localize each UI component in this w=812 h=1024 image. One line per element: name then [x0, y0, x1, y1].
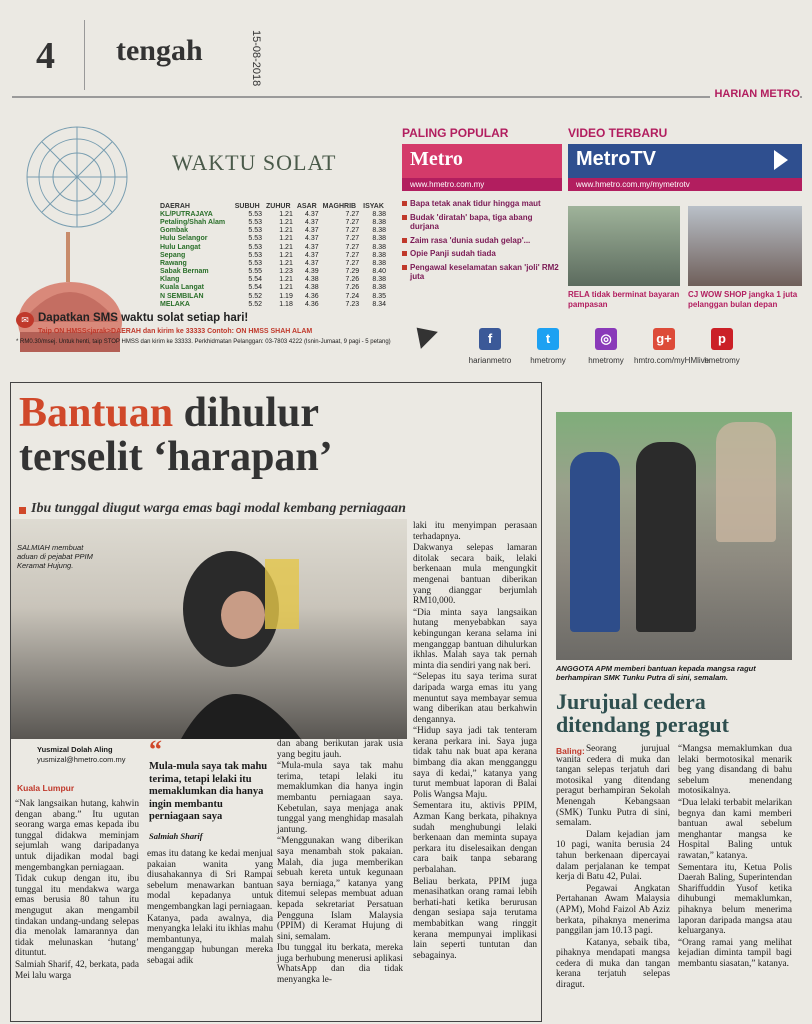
metro-logo: Metro	[410, 148, 463, 170]
solat-col-header: SUBUH	[234, 202, 260, 210]
page-header	[0, 0, 812, 100]
solat-time: 5.53	[248, 210, 263, 218]
solat-time: 7.27	[345, 259, 360, 267]
paragraph: Beliau berkata, PPIM juga menasihatkan orang ramai lebih berhati-hati ketika berurusan dengan sesiapa saja terutama membabitkan wang ringgit kerana mempunyai implikasi lain seperti tuntutan dan sebagainya.	[413, 876, 537, 961]
pull-quote: Mula-mula saya tak mahu terima, tetapi lelaki itu memaklumkan dia hanya ingin membantu perniagaan saya	[149, 761, 268, 822]
video-url[interactable]: www.hmetro.com.my/mymetrotv	[568, 178, 802, 191]
paragraph: “Hidup saya jadi tak tenteram kerana perkara ini. Saya juga tidak tahu nak buat apa kerana bimbang dia akan mengganggu saya di kedai,” katanya yang turut membuat laporan di Balai Polis Wangsa Maju.	[413, 726, 537, 800]
popular-box	[402, 126, 562, 336]
solat-time: 8.38	[372, 276, 386, 284]
solat-time: 8.38	[372, 235, 386, 243]
solat-district: Klang	[160, 276, 180, 284]
waktu-solat-box	[12, 122, 390, 362]
paragraph: “Nak langsaikan hutang, kahwin dengan abang.” Itu ugutan seorang warga emas kepada ibu tunggal didakwa meminjam sejumlah wang daripadanya untuk dijadikan modal bagi mengembangkan perniagaan.	[15, 799, 139, 873]
solat-row	[158, 227, 388, 235]
video-caption-2[interactable]: CJ WOW SHOP jangka 1 juta pelanggan bulan depan	[688, 290, 798, 309]
quote-mark-icon: “	[149, 735, 162, 764]
solat-col-header: ISYAK	[363, 202, 384, 210]
solat-time: 7.27	[345, 227, 360, 235]
solat-time: 8.38	[372, 210, 386, 218]
video-caption-1[interactable]: RELA tidak berminat bayaran pampasan	[568, 290, 680, 309]
video-title: VIDEO TERBARU	[568, 126, 668, 140]
photo-email: yusmizal@hmetro.com.my	[37, 755, 126, 764]
social-label[interactable]: hmetromy	[704, 356, 740, 365]
instagram-icon[interactable]: ◎	[595, 328, 617, 350]
solat-district: Rawang	[160, 259, 187, 267]
solat-col-header: DAERAH	[160, 202, 190, 210]
facebook-icon[interactable]: f	[479, 328, 501, 350]
solat-time: 7.27	[345, 210, 360, 218]
solat-row	[158, 292, 388, 300]
popular-title: PALING POPULAR	[402, 126, 509, 140]
video-logo	[568, 144, 802, 178]
photo-caption: SALMIAH membuat aduan di pejabat PPIM Keramat Hujung.	[17, 543, 93, 570]
solat-time: 8.38	[372, 284, 386, 292]
paragraph: emas itu datang ke kedai menjual pakaian wanita yang diusahakannya di Sri Rampai sebelum menawarkan bantuan modal kepadanya untuk mengembangkan lagi perniagaan.	[147, 849, 273, 912]
paragraph: “Selepas itu saya terima surat daripada warga emas itu yang menuntut saya membayar semua wang diberikan atau berkahwin dengannya.	[413, 672, 537, 725]
social-link[interactable]	[460, 328, 520, 365]
solat-time: 4.36	[305, 300, 319, 308]
solat-col-header: ZUHUR	[266, 202, 291, 210]
solat-time: 1.18	[279, 300, 293, 308]
solat-time: 5.55	[248, 268, 263, 276]
paragraph: “Dia minta saya langsaikan hutang menyebabkan saya kebingungan kerana selama ini menganggap bantuan dihulurkan ikhlas. Malah saya tak pernah minta dia sendiri yang nak beri.	[413, 607, 537, 671]
solat-time: 5.53	[248, 259, 263, 267]
side-col-1	[556, 744, 670, 992]
solat-time: 4.37	[305, 227, 319, 235]
solat-time: 7.26	[345, 276, 360, 284]
social-link[interactable]	[518, 328, 578, 365]
solat-time: 1.19	[279, 292, 293, 300]
solat-time: 7.23	[345, 300, 360, 308]
solat-time: 4.37	[305, 251, 319, 259]
solat-time: 5.53	[248, 218, 263, 226]
popular-logo	[402, 144, 562, 178]
side-photo-caption: ANGGOTA APM memberi bantuan kepada mangsa ragut berhampiran SMK Tunku Putra di sini, semalam.	[556, 664, 756, 682]
social-link[interactable]	[576, 328, 636, 365]
solat-time: 7.27	[345, 235, 360, 243]
solat-time: 1.21	[279, 210, 293, 218]
quote-author: Salmiah Sharif	[149, 831, 203, 841]
paragraph: “Mula-mula saya tak mahu terima, tetapi lelaki itu memaklumkan dia hanya ingin membantu perniagaan saya. Kebetulan, saya menjaga anak tunggal yang menghidap masalah jantung.	[277, 761, 403, 835]
solat-time: 4.37	[305, 210, 319, 218]
page-date: 15-08-2018	[250, 30, 262, 87]
solat-table	[158, 202, 388, 308]
solat-time: 1.21	[279, 235, 293, 243]
solat-row	[158, 284, 388, 292]
solat-time: 7.27	[345, 243, 360, 251]
solat-time: 1.21	[279, 227, 293, 235]
solat-time: 1.21	[279, 276, 293, 284]
solat-time: 8.38	[372, 251, 386, 259]
solat-time: 4.37	[305, 243, 319, 251]
solat-district: Hulu Langat	[160, 243, 201, 251]
article-col-1	[15, 799, 139, 982]
solat-time: 7.27	[345, 251, 360, 259]
rescuer-figure	[570, 452, 620, 632]
paragraph: dan abang berikutan jarak usia yang begitu jauh.	[277, 739, 403, 760]
video-thumb-1[interactable]	[568, 206, 680, 286]
solat-time: 5.54	[248, 284, 263, 292]
popular-list	[402, 199, 562, 282]
paragraph: Sementara itu, aktivis PPIM, Azman Kang berkata, pihaknya sudah menghubungi lelaki berkenaan dan meminta supaya perkara itu diselesaikan dengan cara baik tanpa sebarang perbalahan.	[413, 801, 537, 875]
solat-time: 4.38	[305, 276, 319, 284]
paragraph: “Orang ramai yang melihat kejadian diminta tampil bagi membantu siasatan,” katanya.	[678, 937, 792, 969]
solat-time: 8.38	[372, 259, 386, 267]
pattern-ornament-icon	[12, 122, 142, 232]
solat-district: Hulu Selangor	[160, 235, 208, 243]
solat-time: 4.37	[305, 259, 319, 267]
solat-row	[158, 235, 388, 243]
paragraph: Katanya, pada awalnya, dia menyangka lelaki itu ikhlas mahu membantunya, malah menganggap hubungan mereka sebagai adik	[147, 913, 273, 966]
popular-item[interactable]: Pengawal keselamatan sakan 'joli' RM2 juta	[402, 263, 562, 282]
victim-figure	[636, 442, 696, 632]
solat-row	[158, 259, 388, 267]
solat-time: 7.27	[345, 218, 360, 226]
person-figure-icon	[161, 539, 321, 739]
sms-footnote: * RM0.30/msej. Untuk henti, taip STOP HMSS dan kirim ke 33333. Perkhidmatan Pelanggan: 03-7803 4222 (Isnin-Jumaat, 9 pagi - 5 petang)	[16, 339, 391, 345]
paragraph: laki itu menyimpan perasaan terhadapnya.	[413, 521, 537, 542]
photo-credit: Yusmizal Dolah Aling	[37, 745, 113, 754]
solat-district: Kuala Langat	[160, 284, 204, 292]
social-link[interactable]	[634, 328, 710, 365]
paragraph: Katanya, sebaik tiba, pihaknya mendapati mangsa cedera di muka dan tangan kerana terjatuh selepas diragut.	[556, 937, 670, 991]
solat-time: 5.52	[248, 292, 263, 300]
solat-row	[158, 300, 388, 308]
solat-time: 7.26	[345, 284, 360, 292]
solat-row	[158, 218, 388, 226]
solat-row	[158, 276, 388, 284]
twitter-icon[interactable]: t	[537, 328, 559, 350]
paragraph: Sementara itu, Ketua Polis Daerah Baling, Superintendan Shariffuddin Yusof ketika dihubungi memaklumkan, pihaknya belum menerima laporan daripada mangsa atau keluarganya.	[678, 862, 792, 937]
side-dateline: Baling:	[556, 746, 585, 756]
solat-title: WAKTU SOLAT	[172, 150, 337, 175]
paragraph: Tidak cukup dengan itu, ibu tunggal itu mendakwa warga emas berusia 80 tahun itu mengugut akan mengambil tindakan undang-undang selepas dia menolak lamarannya dan tidak melunaskan ‘hutang’ dituntut.	[15, 874, 139, 959]
side-photo	[556, 412, 792, 660]
popular-item[interactable]: Budak 'diratah' bapa, tiga abang durjana	[402, 213, 562, 232]
solat-time: 8.40	[372, 268, 386, 276]
paragraph: “Mangsa memaklumkan dua lelaki bermotosikal menarik beg yang disandang di bahu sebelum menendang motosikalnya.	[678, 744, 792, 797]
subhead: Ibu tunggal diugut warga emas bagi modal kembang perniagaan	[31, 501, 406, 516]
side-headline: Jurujual cedera ditendang peragut	[556, 689, 729, 737]
solat-table-header	[158, 202, 388, 210]
article-col-3	[277, 739, 403, 987]
solat-time: 5.54	[248, 276, 263, 284]
paragraph: Dakwanya selepas lamaran ditolak secara baik, lelaki berkenaan mula mengungkit mengenai bantuan diberikan yang dianggar berjumlah RM10,000.	[413, 543, 537, 607]
solat-time: 4.37	[305, 235, 319, 243]
headline-line-1	[19, 391, 319, 435]
social-label[interactable]: harianmetro	[468, 356, 512, 365]
solat-col-header: ASAR	[296, 202, 317, 210]
headline-highlight: Bantuan	[19, 390, 174, 436]
solat-time: 5.53	[248, 243, 263, 251]
sms-title: Dapatkan SMS waktu solat setiap hari!	[38, 312, 249, 324]
sms-instruction: Taip ON HMSS<jarak>DAERAH dan kirim ke 33333 Contoh: ON HMSS SHAH ALAM	[38, 328, 313, 335]
subhead-bullet	[19, 507, 26, 514]
video-thumb-2[interactable]	[688, 206, 802, 286]
video-box	[568, 126, 802, 336]
header-rule	[12, 96, 802, 98]
solat-district: Sabak Bernam	[160, 268, 209, 276]
googleplus-icon[interactable]: g+	[653, 328, 675, 350]
solat-district: KL/PUTRAJAYA	[160, 210, 213, 218]
solat-time: 4.38	[305, 284, 319, 292]
main-article	[10, 382, 542, 1022]
metrotv-logo: MetroTV	[576, 148, 656, 170]
paragraph: Dalam kejadian jam 10 pagi, wanita berusia 24 tahun berkenaan dipercayai dalam perjalanan ke tempat kerja di Batu 42, Pulai.	[556, 829, 670, 883]
solat-district: N SEMBILAN	[160, 292, 204, 300]
side-col-2	[678, 744, 792, 970]
solat-time: 7.29	[345, 268, 360, 276]
side-article	[556, 412, 802, 1022]
solat-time: 7.24	[345, 292, 360, 300]
popular-item[interactable]: Bapa tetak anak tidur hingga maut	[402, 199, 562, 209]
page-number: 4	[36, 35, 55, 77]
paragraph: Salmiah Sharif, 42, berkata, pada Mei lalu warga	[15, 959, 139, 981]
popular-url[interactable]: www.hmetro.com.my	[402, 178, 562, 191]
solat-time: 1.21	[279, 284, 293, 292]
solat-district: Petaling/Shah Alam	[160, 218, 226, 226]
solat-time: 4.36	[305, 292, 319, 300]
solat-row	[158, 251, 388, 259]
solat-row	[158, 210, 388, 218]
article-col-4	[413, 521, 537, 962]
play-icon[interactable]	[774, 150, 788, 170]
solat-row	[158, 268, 388, 276]
solat-time: 1.21	[279, 259, 293, 267]
solat-district: Sepang	[160, 251, 186, 259]
paragraph: “Dua lelaki terbabit melarikan begnya dan kami memberi bantuan awal sebelum menghantar mangsa ke Hospital Baling untuk rawatan,” katanya.	[678, 797, 792, 861]
solat-col-header: MAGHRIB	[322, 202, 357, 210]
dateline: Kuala Lumpur	[17, 783, 75, 793]
solat-time: 5.53	[248, 251, 263, 259]
solat-time: 1.23	[279, 268, 293, 276]
header-divider	[84, 20, 85, 90]
section-title: tengah	[116, 34, 203, 67]
headline-line-2: terselit ‘harapan’	[19, 434, 333, 480]
solat-time: 8.38	[372, 227, 386, 235]
solat-district: MELAKA	[160, 300, 190, 308]
social-link[interactable]	[692, 328, 752, 365]
popular-item[interactable]: Zaim rasa 'dunia sudah gelap'...	[402, 236, 562, 246]
solat-district: Gombak	[160, 227, 189, 235]
social-label[interactable]: hmetromy	[530, 356, 566, 365]
brand-logo: HARIAN METRO	[710, 88, 800, 100]
sms-icon: ✉	[16, 312, 34, 328]
popular-item[interactable]: Opie Panji sudah tiada	[402, 249, 562, 259]
paragraph: Ibu tunggal itu berkata, mereka juga berhubung menerusi aplikasi WhatsApp dan dia tidak menyangka le-	[277, 943, 403, 986]
paragraph: Seorang jurujual wanita cedera di muka dan tangan selepas terjatuh dari motosikal yang ditendang peragut berhampiran Sekolah Menengah Kebangsaan (SMK) Tunku Putra di sini, semalam.	[556, 744, 670, 829]
bystander-figures	[716, 422, 776, 542]
solat-time: 8.38	[372, 218, 386, 226]
solat-time: 8.38	[372, 243, 386, 251]
solat-time: 8.34	[372, 300, 386, 308]
article-col-2	[147, 849, 273, 968]
solat-time: 4.37	[305, 218, 319, 226]
social-label[interactable]: hmetromy	[588, 356, 624, 365]
solat-time: 1.21	[279, 251, 293, 259]
solat-time: 4.39	[305, 268, 319, 276]
solat-time: 5.52	[248, 300, 263, 308]
paragraph: Pegawai Angkatan Pertahanan Awam Malaysia (APM), Mohd Faizol Ab Aziz berkata, pihaknya menerima panggilan jam 10.13 pagi.	[556, 883, 670, 937]
solat-time: 1.21	[279, 218, 293, 226]
solat-time: 5.53	[248, 227, 263, 235]
pinterest-icon[interactable]: p	[711, 328, 733, 350]
solat-time: 1.21	[279, 243, 293, 251]
solat-row	[158, 243, 388, 251]
paragraph: “Menggunakan wang diberikan saya menambah stok pakaian. Malah, dia juga memberikan sebuah kereta untuk kegunaan saya berniaga,” katanya yang ditemui selepas membuat aduan kepada sekretariat Persatuan Pengguna Islam Malaysia (PPIM) di Keramat Hujung di sini, semalam.	[277, 836, 403, 942]
social-label[interactable]: hmtro.com/myHMlive	[634, 356, 710, 365]
headline-rest: dihulur	[183, 390, 319, 436]
solat-time: 8.35	[372, 292, 386, 300]
solat-time: 5.53	[248, 235, 263, 243]
